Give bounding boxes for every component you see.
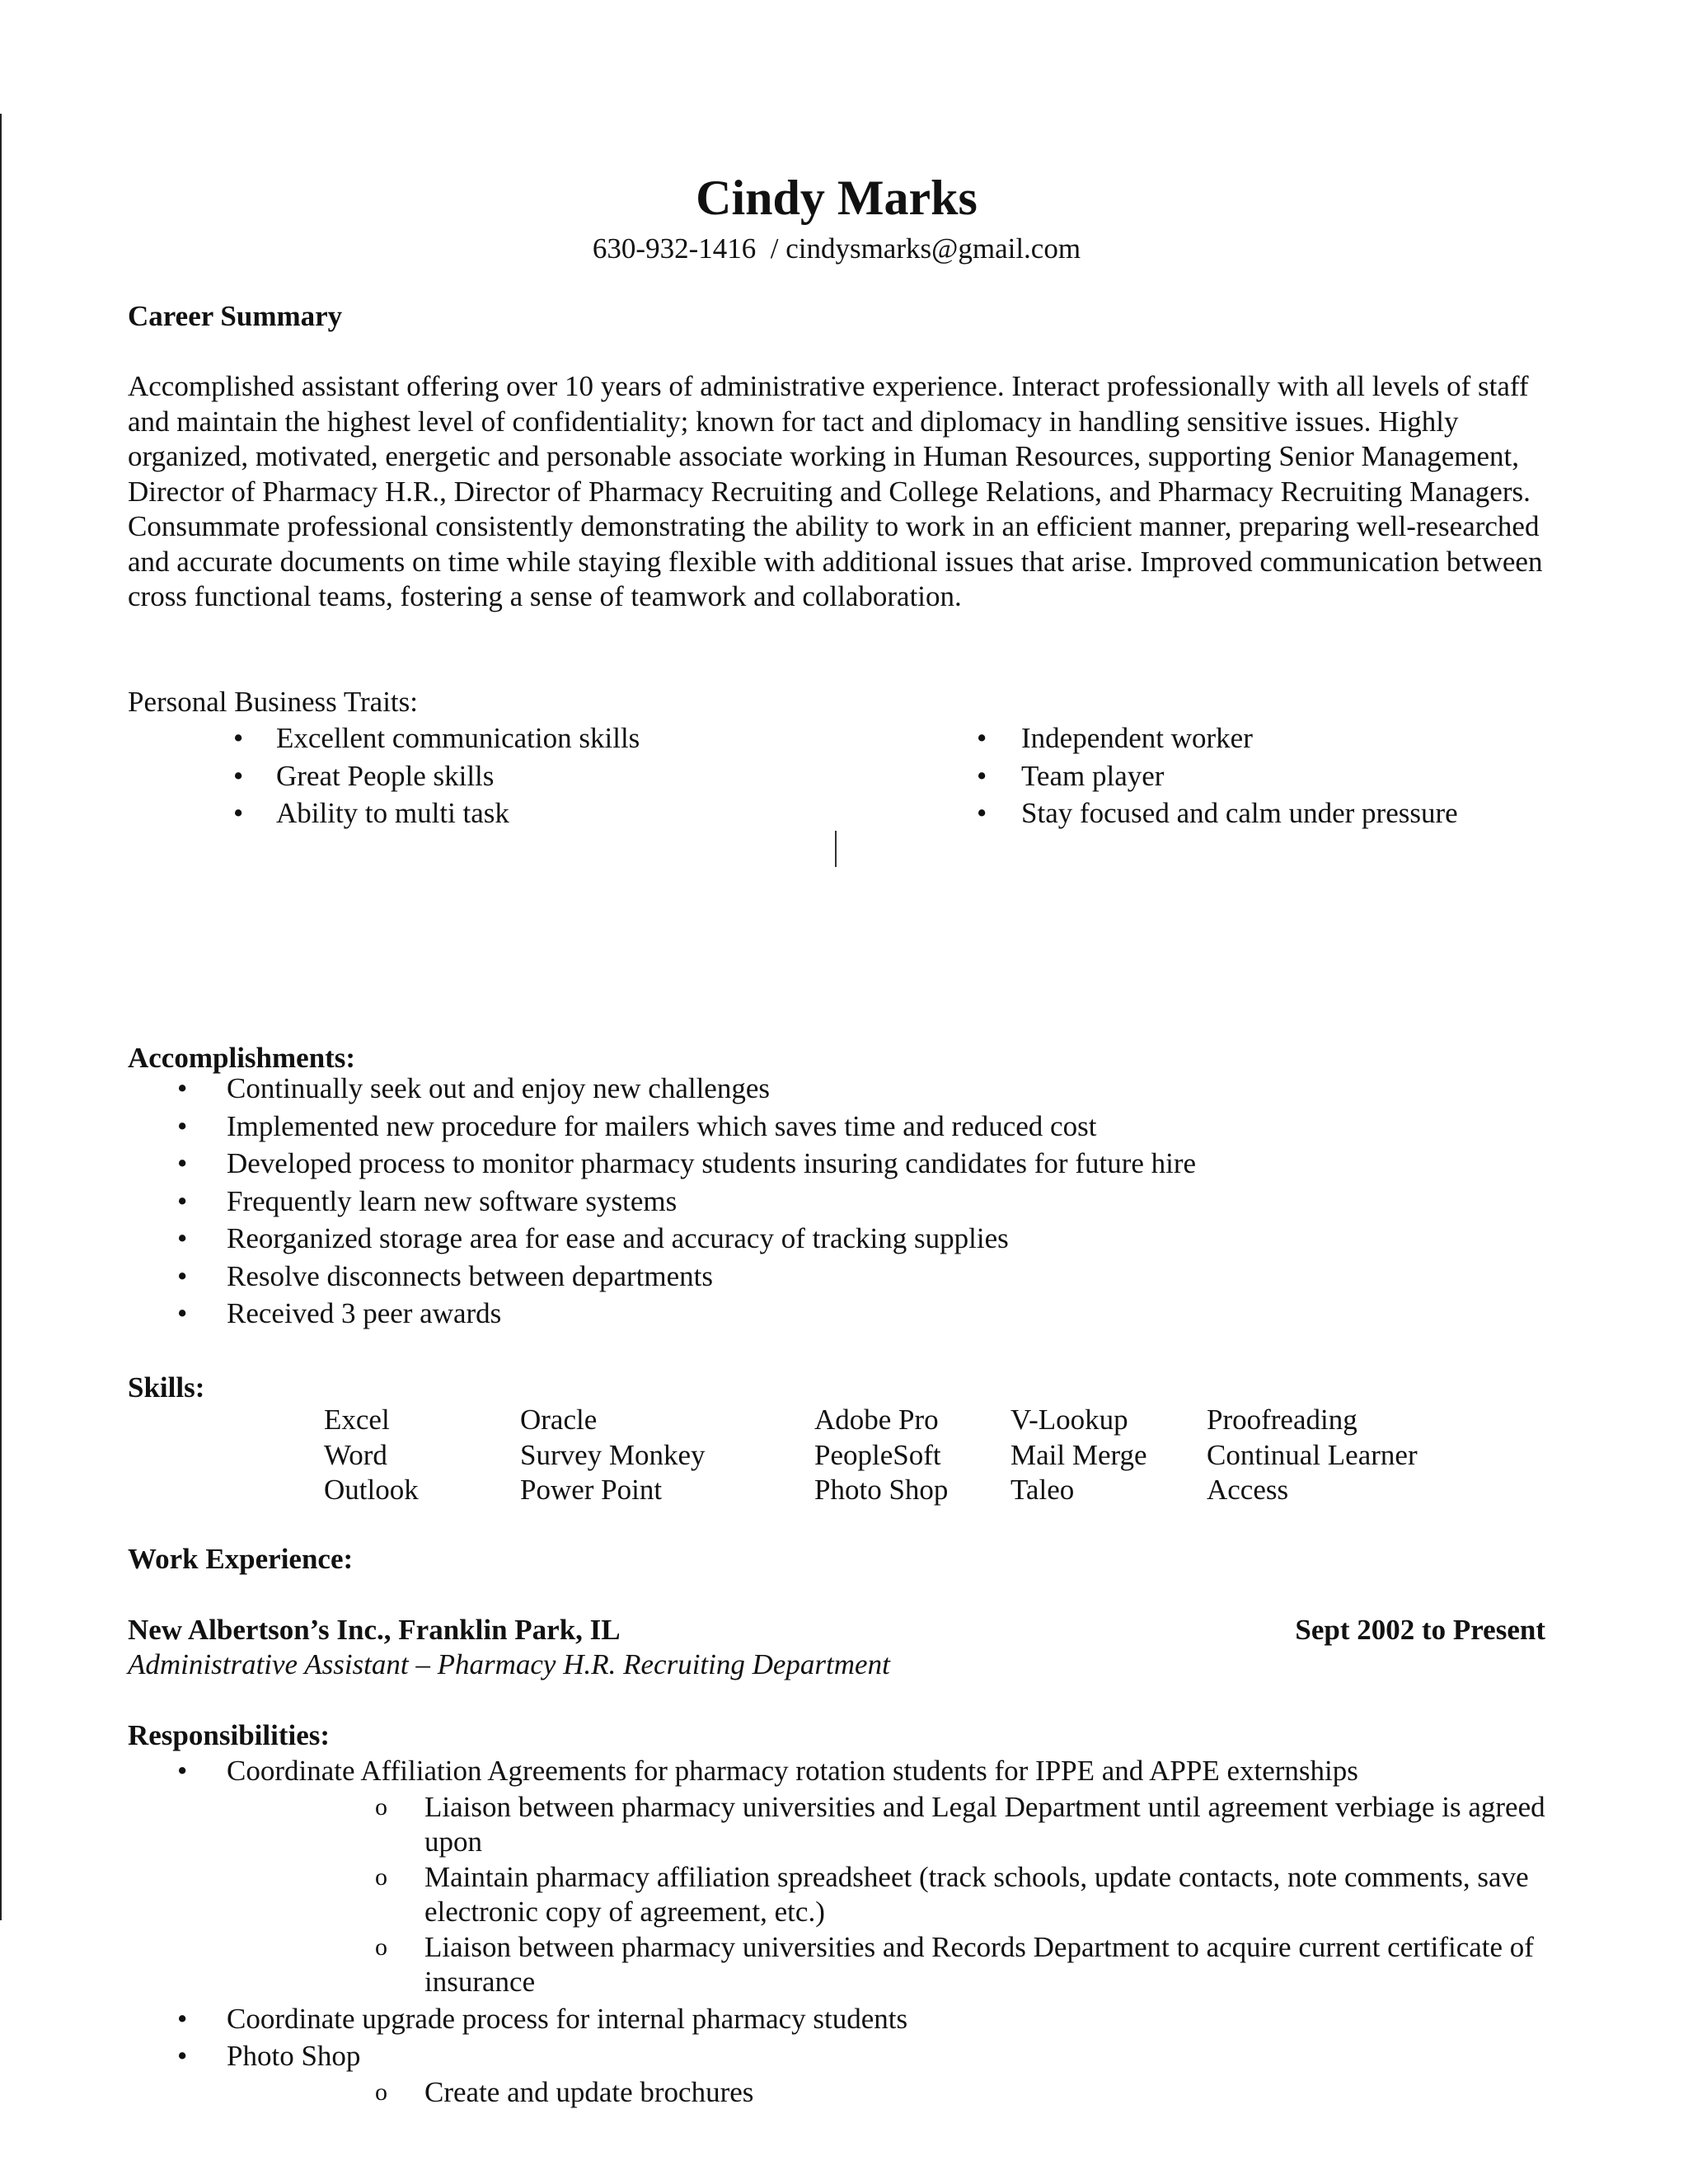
skills-heading: Skills: xyxy=(128,1371,205,1404)
skill-item: Oracle xyxy=(520,1404,598,1436)
skill-item: Mail Merge xyxy=(1010,1438,1147,1471)
text-cursor xyxy=(835,831,837,867)
skill-item: Continual Learner xyxy=(1207,1438,1418,1471)
responsibilities-list xyxy=(128,1752,1545,2110)
accomplishments-heading: Accomplishments: xyxy=(128,1042,356,1074)
accomplishments-list xyxy=(128,1070,1196,1333)
skill-item: V-Lookup xyxy=(1010,1404,1128,1436)
skill-item: Photo Shop xyxy=(814,1474,949,1506)
skill-item: Excel xyxy=(324,1404,390,1436)
traits-list xyxy=(128,719,1545,832)
accomplishment-item: • Resolve disconnects between departments xyxy=(128,1258,1196,1296)
accomplishment-item: • Received 3 peer awards xyxy=(128,1295,1196,1333)
traits-column-left xyxy=(128,719,944,832)
company-name: New Albertson’s Inc., Franklin Park, IL xyxy=(128,1614,621,1646)
accomplishment-item: • Continually seek out and enjoy new challenges xyxy=(128,1070,1196,1108)
work-experience-heading: Work Experience: xyxy=(128,1543,354,1575)
employment-dates: Sept 2002 to Present xyxy=(1295,1614,1545,1646)
accomplishment-item: • Implemented new procedure for mailers which saves time and reduced cost xyxy=(128,1108,1196,1146)
job-header xyxy=(128,1612,1545,1648)
responsibility-text: • Coordinate upgrade process for internal pharmacy students xyxy=(227,2002,908,2035)
trait-item: • Great People skills xyxy=(128,757,944,795)
trait-item: • Ability to multi task xyxy=(128,794,944,832)
skills-row xyxy=(324,1473,1470,1508)
responsibility-subitem: o Create and update brochures xyxy=(227,2075,1545,2111)
skills-row xyxy=(324,1438,1470,1474)
accomplishment-item: • Developed process to monitor pharmacy students insuring candidates for future hire xyxy=(128,1145,1196,1183)
trait-item: • Independent worker xyxy=(987,719,1458,757)
contact-line: 630-932-1416 / cindysmarks@gmail.com xyxy=(592,232,1081,265)
responsibility-text: • Photo Shop xyxy=(227,2040,361,2072)
responsibility-subitem: o Maintain pharmacy affiliation spreadsheet (track schools, update contacts, note comments, save electronic copy of agreement, etc.) xyxy=(227,1860,1545,1930)
skill-item: Taleo xyxy=(1010,1474,1075,1506)
skill-item: PeopleSoft xyxy=(814,1438,941,1471)
skill-item: Proofreading xyxy=(1207,1404,1357,1436)
trait-item: • Excellent communication skills xyxy=(128,719,944,757)
skills-table xyxy=(324,1403,1470,1508)
responsibility-subitem: o Liaison between pharmacy universities and Records Department to acquire current certificate of insurance xyxy=(227,1930,1545,2000)
accomplishment-item: • Reorganized storage area for ease and accuracy of tracking supplies xyxy=(128,1220,1196,1258)
trait-item: • Stay focused and calm under pressure xyxy=(987,794,1458,832)
trait-item: • Team player xyxy=(987,757,1458,795)
page-edge-line xyxy=(0,114,2,1920)
skill-item: Outlook xyxy=(324,1474,419,1506)
responsibility-sublist xyxy=(227,1790,1545,2000)
responsibility-subitem: o Liaison between pharmacy universities and Legal Department until agreement verbiage is agreed upon xyxy=(227,1790,1545,1860)
skill-item: Access xyxy=(1207,1474,1289,1506)
responsibility-text: • Coordinate Affiliation Agreements for pharmacy rotation students for IPPE and APPE externships xyxy=(227,1755,1358,1787)
responsibility-sublist xyxy=(227,2075,1545,2111)
accomplishment-item: • Frequently learn new software systems xyxy=(128,1183,1196,1221)
skill-item: Survey Monkey xyxy=(520,1438,706,1471)
traits-label: Personal Business Traits: xyxy=(128,686,418,718)
career-summary-heading: Career Summary xyxy=(128,300,343,332)
career-summary-text: Accomplished assistant offering over 10 years of administrative experience. Interact professionally with all levels of staff and maintain the highest level of confidentiality; known for tact and diplomacy in handling sensitive issues. Highly organized, motivated, energetic and personable associate working in Human Resources, supporting Senior Management, Director of Pharmacy H.R., Director of Pharmacy Recruiting and College Relations, and Pharmacy Recruiting Managers. Consummate professional consistently demonstrating the ability to work in an efficient manner, preparing well-researched and accurate documents on time while staying flexible with additional issues that arise. Improved communication between cross functional teams, fostering a sense of teamwork and collaboration. xyxy=(128,370,1543,612)
responsibility-item xyxy=(128,2037,1545,2110)
traits-column-right xyxy=(987,719,1458,832)
skill-item: Power Point xyxy=(520,1474,663,1506)
job-title: Administrative Assistant – Pharmacy H.R. Recruiting Department xyxy=(128,1648,890,1680)
candidate-name: Cindy Marks xyxy=(696,171,978,225)
responsibilities-heading: Responsibilities: xyxy=(128,1719,331,1751)
skills-row xyxy=(324,1403,1470,1438)
skill-item: Adobe Pro xyxy=(814,1404,939,1436)
skill-item: Word xyxy=(324,1438,387,1471)
responsibility-item xyxy=(128,2000,1545,2038)
responsibility-item xyxy=(128,1752,1545,2000)
resume-document xyxy=(128,165,1545,2108)
